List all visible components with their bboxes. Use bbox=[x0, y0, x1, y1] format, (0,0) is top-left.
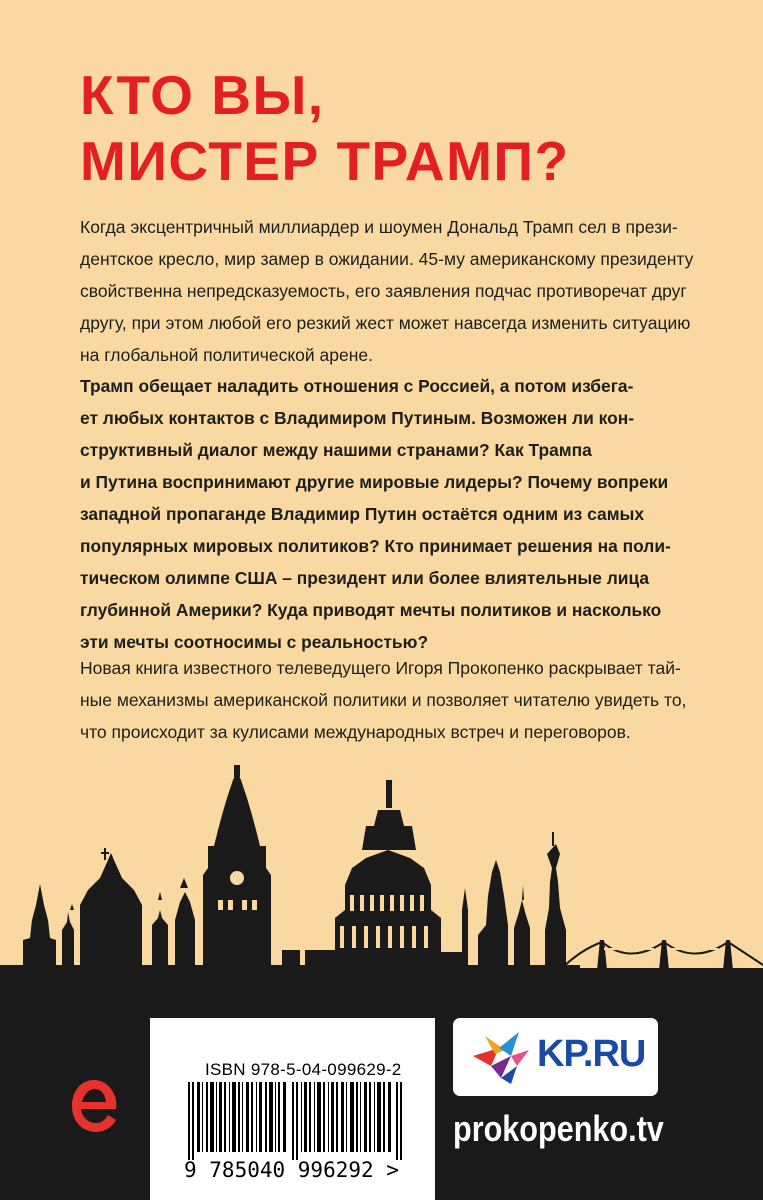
questions-line: структивный диалог между нашими странами? Как Трампа bbox=[80, 440, 592, 460]
questions-line: эти мечты соотносимы с реальностью? bbox=[80, 632, 429, 652]
kp-bird-icon bbox=[471, 1026, 533, 1088]
questions-line: популярных мировых политиков? Кто принимает решения на поли- bbox=[80, 536, 671, 556]
title-line-2: МИСТЕР ТРАМП? bbox=[80, 130, 570, 192]
about-paragraph bbox=[80, 652, 685, 748]
intro-line: Когда эксцентричный миллиардер и шоумен Дональд Трамп сел в прези- bbox=[80, 217, 678, 237]
intro-paragraph bbox=[80, 211, 694, 371]
eksmo-logo-icon bbox=[70, 1078, 120, 1134]
isbn-number: ISBN 978-5-04-099629-2 bbox=[205, 1060, 402, 1079]
barcode-panel bbox=[150, 1018, 435, 1200]
website-url[interactable]: prokopenko.tv bbox=[453, 1108, 664, 1149]
intro-line: другу, при этом любой его резкий жест может навсегда изменить ситуацию bbox=[80, 313, 691, 333]
intro-line: на глобальной политической арене. bbox=[80, 345, 373, 365]
title-line-1: КТО ВЫ, bbox=[80, 64, 325, 126]
questions-paragraph bbox=[80, 370, 685, 658]
questions-line: тическом олимпе США – президент или более влиятельные лица bbox=[80, 568, 650, 588]
intro-line: свойственна непредсказуемость, его заявления подчас противоречат друг bbox=[80, 281, 687, 301]
kp-logo-panel bbox=[453, 1018, 658, 1096]
cover-title bbox=[80, 62, 570, 194]
questions-line: западной пропаганде Владимир Путин остаётся одним из самых bbox=[80, 504, 645, 524]
about-line: что происходит за кулисами международных встреч и переговоров. bbox=[80, 722, 631, 742]
questions-line: глубинной Америки? Куда приводят мечты политиков и насколько bbox=[80, 600, 662, 620]
questions-line: Трамп обещает наладить отношения с Россией, а потом избега- bbox=[80, 376, 634, 396]
questions-line: ет любых контактов с Владимиром Путиным. Возможен ли кон- bbox=[80, 408, 635, 428]
kp-logo-text: KP.RU bbox=[537, 1033, 646, 1075]
barcode-icon bbox=[188, 1082, 408, 1160]
questions-line: и Путина воспринимают другие мировые лидеры? Почему вопреки bbox=[80, 472, 669, 492]
about-line: Новая книга известного телеведущего Игоря Прокопенко раскрывает тай- bbox=[80, 658, 681, 678]
intro-line: дентское кресло, мир замер в ожидании. 45-му американскому президенту bbox=[80, 249, 694, 269]
barcode-digits: 9 785040 996292 > bbox=[184, 1158, 399, 1182]
about-line: ные механизмы американской политики и позволяет читателю увидеть то, bbox=[80, 690, 687, 710]
